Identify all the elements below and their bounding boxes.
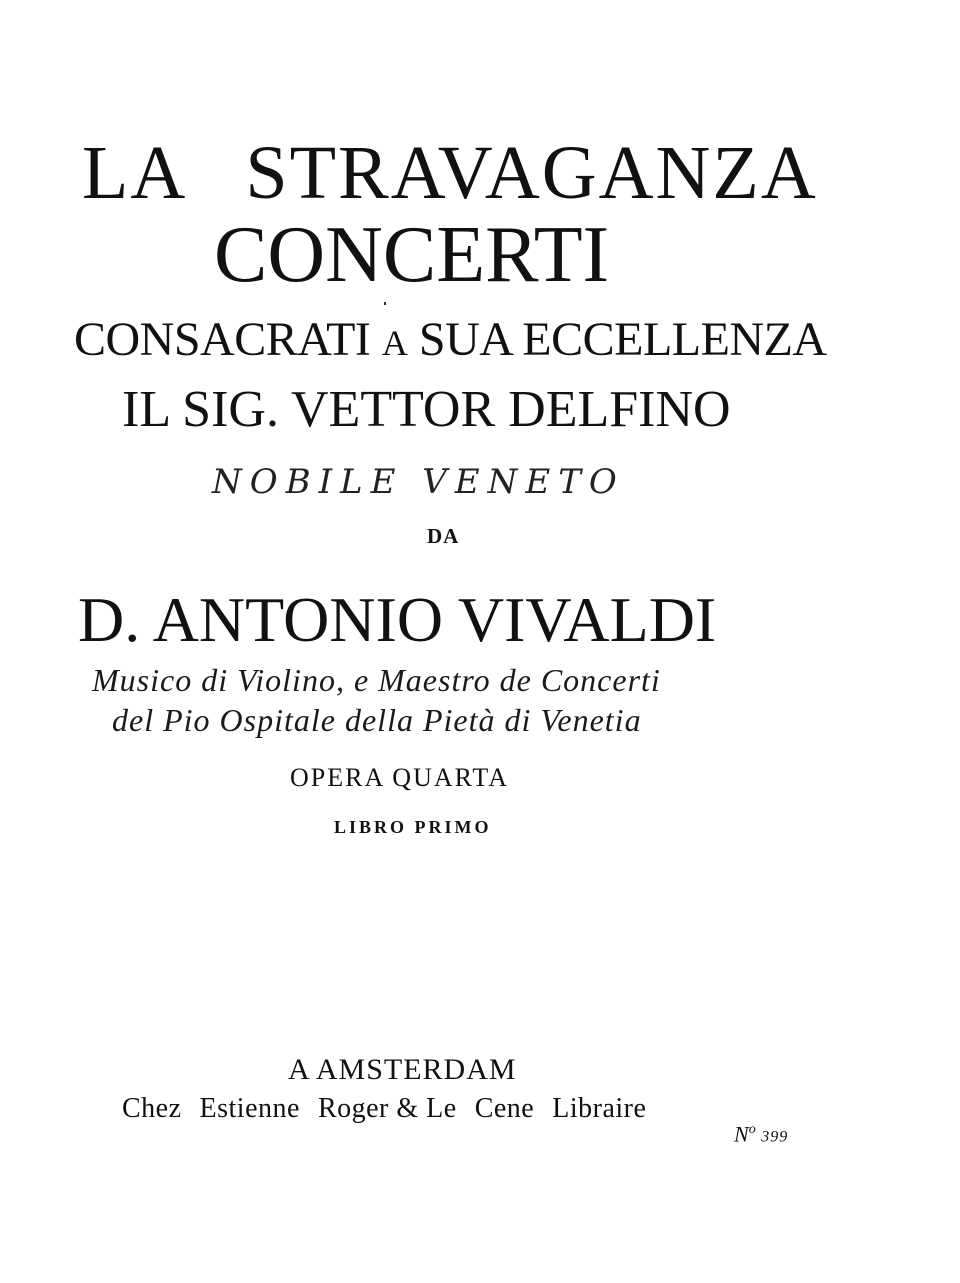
plate-value: 399	[761, 1128, 789, 1146]
imprint-city: A AMSTERDAM	[288, 1053, 517, 1086]
dedication-nobile-veneto: NOBILE VENETO	[212, 462, 625, 502]
print-speck	[384, 302, 386, 305]
dedication-dedicatee: IL SIG. VETTOR DELFINO	[122, 381, 731, 438]
opus-number: OPERA QUARTA	[290, 763, 509, 792]
publisher-word: Roger & Le	[317, 1093, 457, 1124]
author-name: D. ANTONIO VIVALDI	[78, 584, 717, 655]
dedication-consacrati: CONSACRATI	[74, 313, 371, 366]
plate-number	[734, 1117, 788, 1150]
publisher-word: Cene	[474, 1093, 535, 1124]
publisher-word: Libraire	[552, 1093, 647, 1124]
plate-suffix: o	[748, 1122, 756, 1137]
title-line-concerti: CONCERTI	[214, 211, 610, 299]
by-label: DA	[427, 524, 460, 548]
plate-prefix: N	[734, 1121, 749, 1147]
dedication-sua-eccellenza: SUA ECCELLENZA	[418, 313, 827, 366]
title-word-stravaganza: STRAVAGANZA	[245, 131, 818, 215]
author-role-line-2: del Pio Ospitale della Pietà di Venetia	[112, 702, 642, 738]
dedication-line-1	[74, 312, 827, 371]
title-word-la: LA	[82, 131, 188, 215]
title-line-la-stravaganza	[82, 128, 818, 218]
imprint-publisher	[122, 1092, 664, 1126]
author-role-line-1: Musico di Violino, e Maestro de Concerti	[92, 662, 661, 698]
dedication-a: A	[381, 323, 408, 363]
book-number: LIBRO PRIMO	[334, 817, 492, 837]
publisher-word: Chez	[122, 1093, 182, 1124]
publisher-word: Estienne	[199, 1093, 300, 1124]
